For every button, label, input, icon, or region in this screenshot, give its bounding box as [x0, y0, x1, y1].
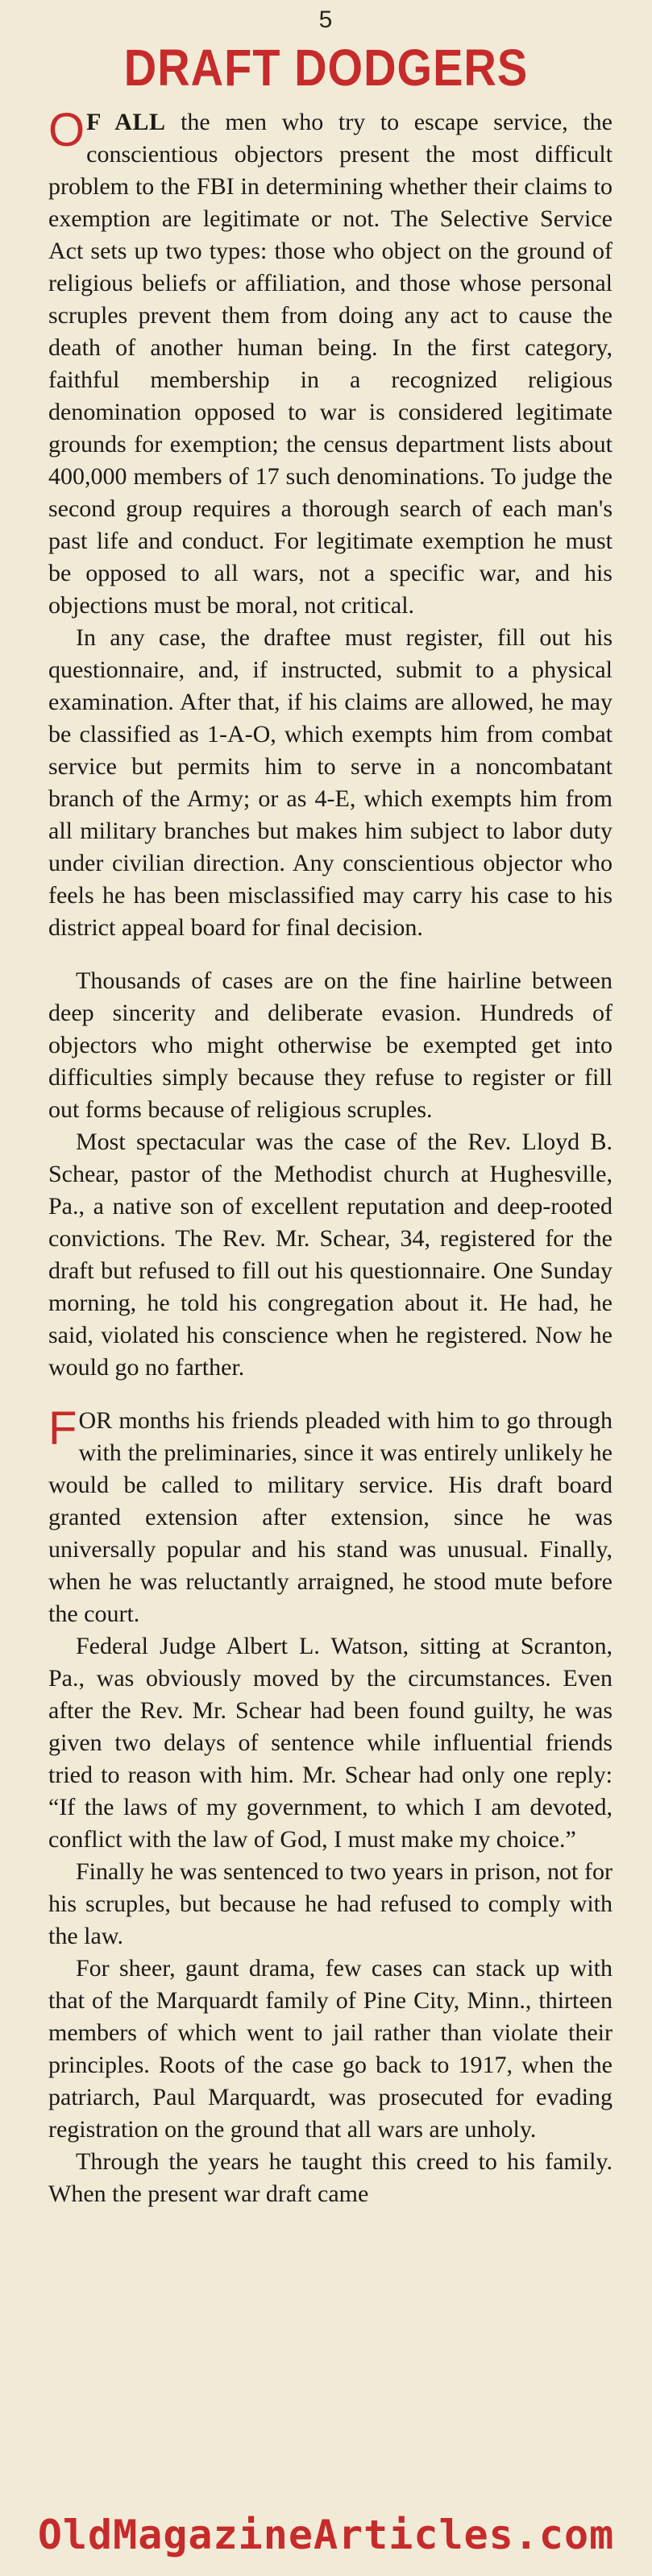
paragraph-2: In any case, the draftee must register, fill out his questionnaire, and, if instructed, submit to a physical examination. After that, if his claims are allowed, he may be classified as 1-A-O, which exempts him from combat service but permits him to serve in a noncombatant branch of the Army; or as 4-E, which exempts him from all military branches but makes him subject to labor duty under civilian direction. Any conscientious objector who feels he has been misclassified may carry his case to his district appeal board for final decision.	[48, 624, 613, 941]
article-body	[48, 106, 613, 2210]
drop-cap: F	[48, 1402, 77, 1455]
drop-cap: O	[48, 104, 85, 156]
paragraph-text: the men who try to escape service, the conscientious objectors present the most difficult problem to the FBI in determining whether their claims to exemption are legitimate or not. The Selective Service Act sets up two types: those who object on the ground of religious beliefs or affiliation, and those whose personal scruples prevent them from doing any act to cause the death of another human being. In the first category, faithful membership in a recognized religious denomination opposed to war is considered legitimate grounds for exemption; the census department lists about 400,000 members of 17 such denominations. To judge the second group requires a thorough search of each man's past life and conduct. For legitimate exemption he must be opposed to all wars, not a specific war, and his objections must be moral, not critical.	[48, 109, 613, 619]
headline: DRAFT DODGERS	[123, 38, 529, 97]
paragraph-9: Through the years he taught this creed to his family. When the present war draft came	[48, 2148, 613, 2207]
paragraph-text: months his friends pleaded with him to go through with the preliminaries, since it was entirely unlikely he would be called to military service. His draft board granted extension after extension, since he was universally popular and his stand was unusual. Finally, when he was reluctantly arraigned, he stood mute before the court.	[48, 1407, 613, 1627]
paragraph-4: Most spectacular was the case of the Rev. Lloyd B. Schear, pastor of the Methodist church at Hughesville, Pa., a native son of excellent reputation and deep-rooted convictions. The Rev. Mr. Schear, 34, registered for the draft but refused to fill out his questionnaire. One Sunday morning, he told his congregation about it. He had, he said, violated his conscience when he registered. Now he would go no farther.	[48, 1129, 613, 1381]
paragraph-1	[48, 106, 613, 622]
paragraph-8: For sheer, gaunt drama, few cases can stack up with that of the Marquardt family of Pine City, Minn., thirteen members of which went to jail rather than violate their principles. Roots of the case go back to 1917, when the patriarch, Paul Marquardt, was prosecuted for evading registration on the ground that all wars are unholy.	[48, 1955, 613, 2143]
page-number: 5	[318, 6, 334, 33]
paragraph-6: Federal Judge Albert L. Watson, sitting at Scranton, Pa., was obviously moved by the circumstances. Even after the Rev. Mr. Schear had been found guilty, he was given two delays of sentence while influential friends tried to reason with him. Mr. Schear had only one reply: “If the laws of my government, to which I am devoted, conflict with the law of God, I must make my choice.”	[48, 1633, 613, 1853]
paragraph-3: Thousands of cases are on the fine hairline between deep sincerity and deliberate evasion. Hundreds of objectors who might otherwise be exempted get into difficulties simply because they refuse to register or fill out forms because of religious scruples.	[48, 967, 613, 1123]
lead-in-caps: F ALL	[86, 109, 166, 135]
paragraph-5	[48, 1402, 613, 1630]
paragraph-7: Finally he was sentenced to two years in prison, not for his scruples, but because he had refused to comply with the law.	[48, 1858, 613, 1949]
site-watermark-logo: OldMagazineArticles.com	[37, 2512, 615, 2558]
lead-in-caps: OR	[78, 1407, 113, 1434]
